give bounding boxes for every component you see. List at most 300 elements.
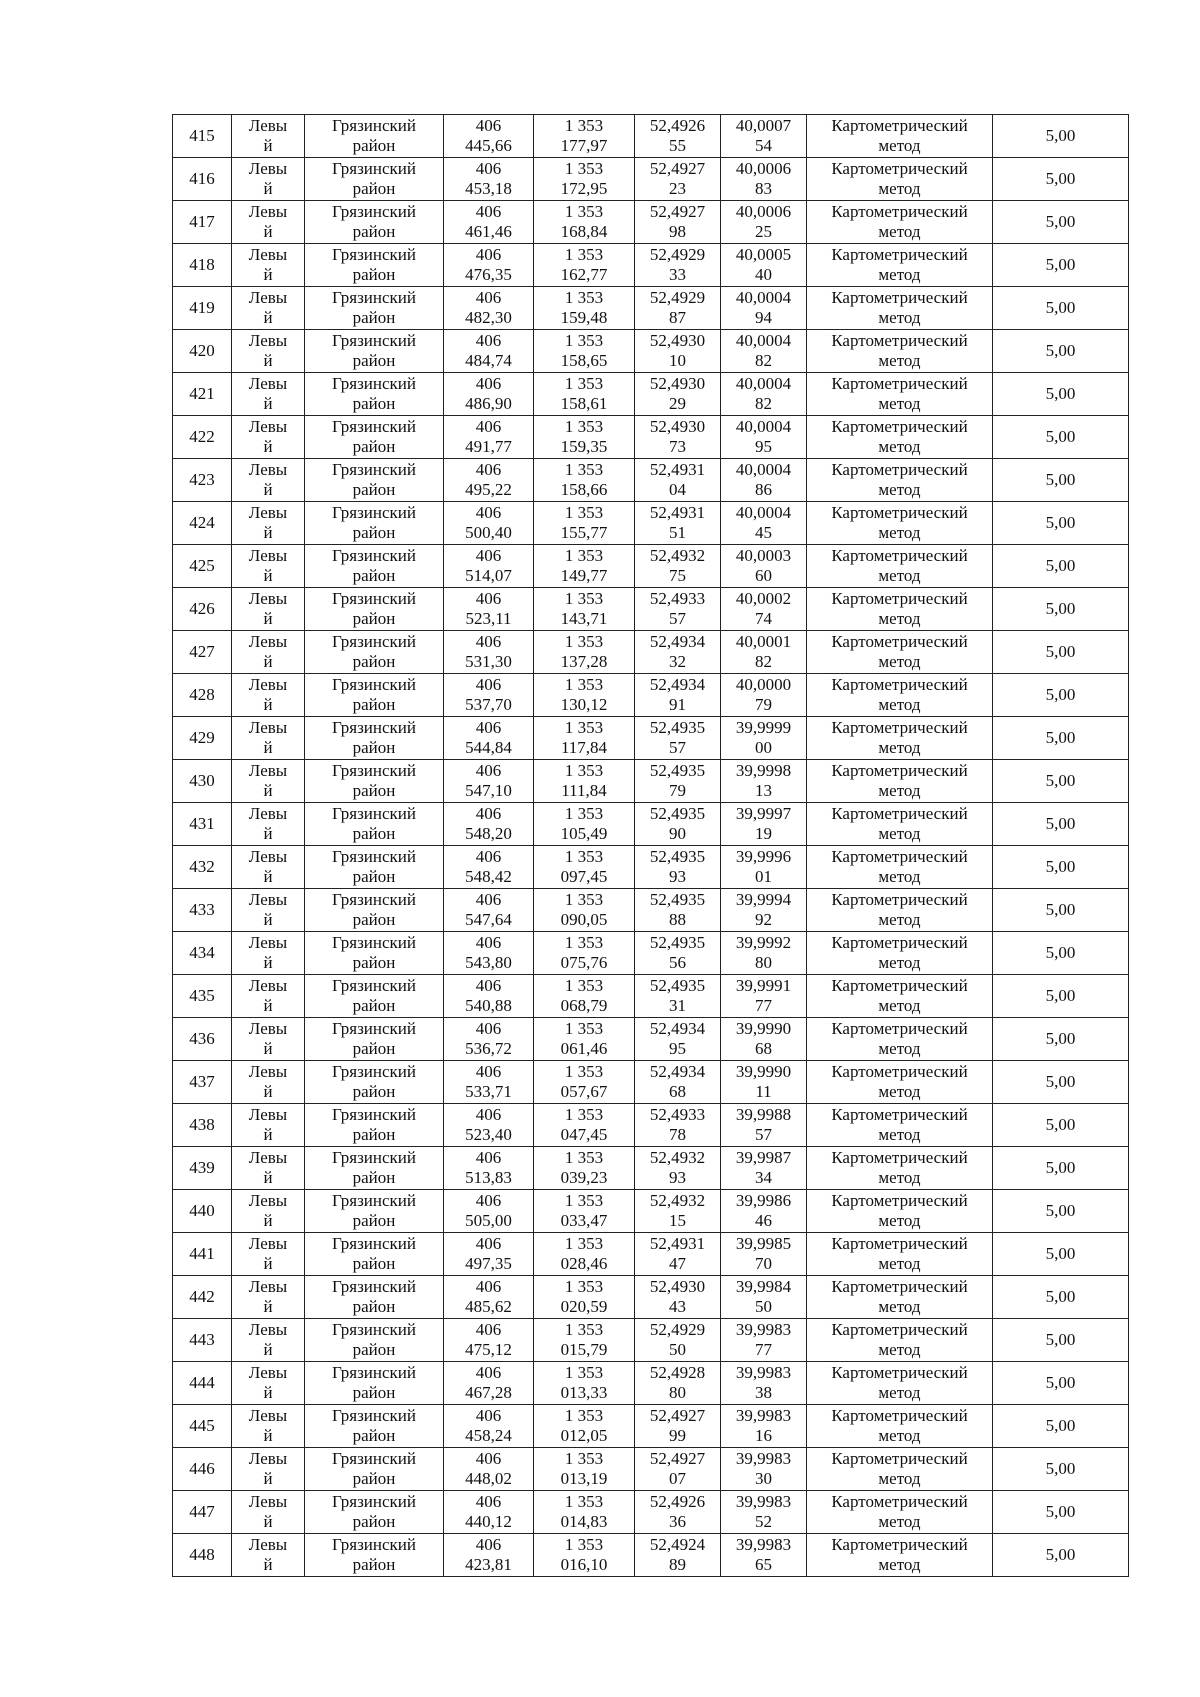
bank-side-cell-line: Левы (248, 1535, 288, 1554)
method-cell-line: Картометрический (831, 1277, 968, 1296)
bank-side-cell (232, 158, 305, 201)
latitude-cell (635, 1104, 721, 1147)
district-cell-line: район (352, 910, 396, 929)
coord-x-cell-line: 423,81 (465, 1555, 512, 1574)
coord-x-cell-line: 406 (475, 890, 502, 909)
bank-side-cell-line: Левы (248, 460, 288, 479)
coord-y-cell-line: 1 353 (564, 589, 604, 608)
bank-side-cell (232, 459, 305, 502)
district-cell (305, 459, 444, 502)
method-cell-line: Картометрический (831, 804, 968, 823)
latitude-cell-line: 52,4935 (649, 847, 706, 866)
district-cell-line: район (352, 523, 396, 542)
district-cell (305, 760, 444, 803)
longitude-cell-line: 39,9983 (735, 1449, 792, 1468)
coord-y-cell-line: 159,35 (560, 437, 608, 456)
district-cell (305, 330, 444, 373)
longitude-cell (721, 502, 807, 545)
table-row (173, 1190, 1129, 1233)
latitude-cell (635, 846, 721, 889)
longitude-cell-line: 39,9990 (735, 1062, 792, 1081)
district-cell-line: Грязинский (332, 976, 416, 995)
accuracy-cell: 5,00 (993, 1147, 1129, 1190)
district-cell (305, 545, 444, 588)
method-cell-line: Картометрический (831, 976, 968, 995)
district-cell (305, 588, 444, 631)
coord-x-cell-line: 406 (475, 1449, 502, 1468)
table-row (173, 803, 1129, 846)
district-cell-line: Грязинский (332, 1148, 416, 1167)
accuracy-cell: 5,00 (993, 416, 1129, 459)
coord-y-cell (534, 1018, 635, 1061)
bank-side-cell (232, 1534, 305, 1577)
method-cell (807, 1448, 993, 1491)
accuracy-cell: 5,00 (993, 502, 1129, 545)
bank-side-cell-line: й (263, 1555, 273, 1574)
bank-side-cell (232, 330, 305, 373)
coord-y-cell-line: 028,46 (560, 1254, 608, 1273)
table-row (173, 846, 1129, 889)
latitude-cell-line: 33 (669, 265, 686, 284)
coord-x-cell-line: 531,30 (465, 652, 512, 671)
latitude-cell-line: 80 (669, 1383, 686, 1402)
district-cell-line: Грязинский (332, 847, 416, 866)
district-cell-line: Грязинский (332, 374, 416, 393)
district-cell-line: район (352, 1168, 396, 1187)
district-cell-line: район (352, 609, 396, 628)
table-row (173, 330, 1129, 373)
bank-side-cell (232, 1061, 305, 1104)
bank-side-cell-line: й (263, 1297, 273, 1316)
coord-x-cell (444, 717, 534, 760)
method-cell (807, 1233, 993, 1276)
accuracy-cell: 5,00 (993, 1104, 1129, 1147)
coord-y-cell (534, 1319, 635, 1362)
coordinates-table (172, 114, 1129, 1577)
coord-x-cell (444, 459, 534, 502)
bank-side-cell-line: й (263, 1340, 273, 1359)
accuracy-cell: 5,00 (993, 1061, 1129, 1104)
district-cell (305, 502, 444, 545)
latitude-cell-line: 52,4929 (649, 1320, 706, 1339)
method-cell-line: метод (878, 1039, 921, 1058)
longitude-cell-line: 82 (755, 652, 772, 671)
table-row (173, 1319, 1129, 1362)
coord-x-cell-line: 495,22 (465, 480, 512, 499)
coord-x-cell-line: 406 (475, 1492, 502, 1511)
district-cell-line: район (352, 1469, 396, 1488)
longitude-cell (721, 932, 807, 975)
latitude-cell (635, 416, 721, 459)
coord-x-cell-line: 548,42 (465, 867, 512, 886)
coord-x-cell-line: 484,74 (465, 351, 512, 370)
method-cell-line: Картометрический (831, 1406, 968, 1425)
longitude-cell-line: 11 (755, 1082, 772, 1101)
table-row (173, 1491, 1129, 1534)
coord-y-cell (534, 1276, 635, 1319)
coord-y-cell-line: 1 353 (564, 1320, 604, 1339)
coord-x-cell-line: 543,80 (465, 953, 512, 972)
coord-y-cell-line: 1 353 (564, 1062, 604, 1081)
longitude-cell-line: 39,9992 (735, 933, 792, 952)
coord-x-cell-line: 537,70 (465, 695, 512, 714)
bank-side-cell (232, 588, 305, 631)
table-row (173, 588, 1129, 631)
coord-x-cell (444, 1534, 534, 1577)
coord-y-cell-line: 1 353 (564, 1363, 604, 1382)
bank-side-cell-line: й (263, 308, 273, 327)
district-cell-line: район (352, 652, 396, 671)
bank-side-cell-line: й (263, 738, 273, 757)
method-cell-line: метод (878, 867, 921, 886)
latitude-cell-line: 90 (669, 824, 686, 843)
bank-side-cell (232, 1104, 305, 1147)
method-cell-line: метод (878, 1555, 921, 1574)
bank-side-cell-line: Левы (248, 1191, 288, 1210)
coord-y-cell-line: 1 353 (564, 1277, 604, 1296)
bank-side-cell-line: й (263, 1426, 273, 1445)
coord-y-cell-line: 047,45 (560, 1125, 608, 1144)
latitude-cell (635, 1319, 721, 1362)
coord-y-cell-line: 158,65 (560, 351, 608, 370)
coord-y-cell-line: 168,84 (560, 222, 608, 241)
longitude-cell (721, 459, 807, 502)
longitude-cell-line: 94 (755, 308, 772, 327)
district-cell-line: Грязинский (332, 546, 416, 565)
method-cell-line: метод (878, 695, 921, 714)
longitude-cell-line: 39,9997 (735, 804, 792, 823)
method-cell-line: метод (878, 437, 921, 456)
longitude-cell-line: 39,9986 (735, 1191, 792, 1210)
bank-side-cell (232, 1233, 305, 1276)
latitude-cell-line: 88 (669, 910, 686, 929)
district-cell-line: Грязинский (332, 331, 416, 350)
longitude-cell-line: 39,9984 (735, 1277, 792, 1296)
longitude-cell-line: 83 (755, 179, 772, 198)
point-number-cell: 418 (173, 244, 232, 287)
district-cell-line: район (352, 265, 396, 284)
bank-side-cell (232, 1147, 305, 1190)
coord-x-cell (444, 760, 534, 803)
coord-x-cell (444, 1319, 534, 1362)
latitude-cell (635, 1018, 721, 1061)
coord-y-cell (534, 115, 635, 158)
table-row (173, 287, 1129, 330)
latitude-cell-line: 73 (669, 437, 686, 456)
bank-side-cell-line: й (263, 824, 273, 843)
coord-x-cell-line: 406 (475, 1062, 502, 1081)
latitude-cell (635, 803, 721, 846)
coord-y-cell-line: 1 353 (564, 245, 604, 264)
district-cell-line: район (352, 1383, 396, 1402)
table-row (173, 158, 1129, 201)
longitude-cell-line: 70 (755, 1254, 772, 1273)
coord-x-cell-line: 406 (475, 632, 502, 651)
latitude-cell-line: 78 (669, 1125, 686, 1144)
district-cell (305, 932, 444, 975)
longitude-cell (721, 674, 807, 717)
coord-y-cell-line: 111,84 (561, 781, 607, 800)
point-number-cell: 434 (173, 932, 232, 975)
district-cell-line: Грязинский (332, 288, 416, 307)
bank-side-cell-line: Левы (248, 245, 288, 264)
method-cell-line: Картометрический (831, 331, 968, 350)
point-number-cell: 425 (173, 545, 232, 588)
longitude-cell-line: 39,9990 (735, 1019, 792, 1038)
coord-y-cell-line: 1 353 (564, 890, 604, 909)
latitude-cell-line: 36 (669, 1512, 686, 1531)
bank-side-cell-line: Левы (248, 1363, 288, 1382)
coord-y-cell-line: 090,05 (560, 910, 608, 929)
bank-side-cell (232, 244, 305, 287)
coord-y-cell-line: 1 353 (564, 546, 604, 565)
coord-x-cell-line: 453,18 (465, 179, 512, 198)
latitude-cell-line: 52,4931 (649, 503, 706, 522)
district-cell (305, 1061, 444, 1104)
coord-x-cell (444, 244, 534, 287)
method-cell-line: метод (878, 1082, 921, 1101)
district-cell-line: район (352, 136, 396, 155)
bank-side-cell-line: й (263, 996, 273, 1015)
coord-x-cell (444, 1362, 534, 1405)
bank-side-cell-line: Левы (248, 1148, 288, 1167)
district-cell (305, 674, 444, 717)
district-cell-line: Грязинский (332, 718, 416, 737)
accuracy-cell: 5,00 (993, 803, 1129, 846)
coord-x-cell-line: 406 (475, 288, 502, 307)
latitude-cell-line: 52,4927 (649, 1449, 706, 1468)
coord-x-cell (444, 287, 534, 330)
coord-y-cell (534, 975, 635, 1018)
accuracy-cell: 5,00 (993, 330, 1129, 373)
bank-side-cell (232, 115, 305, 158)
coord-y-cell (534, 459, 635, 502)
district-cell (305, 1233, 444, 1276)
longitude-cell (721, 1104, 807, 1147)
district-cell-line: Грязинский (332, 675, 416, 694)
accuracy-cell: 5,00 (993, 1405, 1129, 1448)
district-cell (305, 889, 444, 932)
coord-x-cell-line: 406 (475, 847, 502, 866)
longitude-cell-line: 39,9998 (735, 761, 792, 780)
latitude-cell (635, 1190, 721, 1233)
coord-y-cell-line: 1 353 (564, 503, 604, 522)
coord-x-cell-line: 458,24 (465, 1426, 512, 1445)
longitude-cell-line: 40,0004 (735, 374, 792, 393)
coord-x-cell (444, 588, 534, 631)
method-cell (807, 674, 993, 717)
coord-x-cell (444, 803, 534, 846)
longitude-cell-line: 86 (755, 480, 772, 499)
method-cell-line: Картометрический (831, 1320, 968, 1339)
method-cell-line: Картометрический (831, 1492, 968, 1511)
district-cell-line: район (352, 1426, 396, 1445)
coord-y-cell-line: 033,47 (560, 1211, 608, 1230)
accuracy-cell: 5,00 (993, 846, 1129, 889)
district-cell-line: Грязинский (332, 804, 416, 823)
coord-y-cell-line: 1 353 (564, 718, 604, 737)
district-cell (305, 1362, 444, 1405)
coord-y-cell-line: 1 353 (564, 1406, 604, 1425)
longitude-cell (721, 760, 807, 803)
bank-side-cell-line: Левы (248, 718, 288, 737)
method-cell (807, 1362, 993, 1405)
accuracy-cell: 5,00 (993, 975, 1129, 1018)
coord-y-cell-line: 149,77 (560, 566, 608, 585)
method-cell (807, 1018, 993, 1061)
bank-side-cell-line: Левы (248, 675, 288, 694)
table-row (173, 545, 1129, 588)
district-cell-line: Грязинский (332, 589, 416, 608)
bank-side-cell-line: й (263, 1168, 273, 1187)
method-cell-line: метод (878, 652, 921, 671)
coord-y-cell (534, 502, 635, 545)
coord-x-cell-line: 406 (475, 460, 502, 479)
coord-x-cell-line: 482,30 (465, 308, 512, 327)
longitude-cell (721, 287, 807, 330)
district-cell (305, 846, 444, 889)
coord-y-cell (534, 846, 635, 889)
longitude-cell (721, 1534, 807, 1577)
coord-y-cell-line: 1 353 (564, 933, 604, 952)
coord-x-cell (444, 1147, 534, 1190)
district-cell (305, 631, 444, 674)
bank-side-cell-line: й (263, 910, 273, 929)
latitude-cell-line: 52,4927 (649, 159, 706, 178)
coord-y-cell-line: 1 353 (564, 1105, 604, 1124)
bank-side-cell (232, 1018, 305, 1061)
latitude-cell-line: 51 (669, 523, 686, 542)
method-cell-line: метод (878, 1340, 921, 1359)
table-row (173, 1147, 1129, 1190)
district-cell (305, 373, 444, 416)
longitude-cell (721, 373, 807, 416)
coord-x-cell-line: 406 (475, 1234, 502, 1253)
table-row (173, 1104, 1129, 1147)
method-cell (807, 330, 993, 373)
district-cell-line: Грязинский (332, 1234, 416, 1253)
point-number-cell: 428 (173, 674, 232, 717)
longitude-cell-line: 82 (755, 351, 772, 370)
district-cell-line: район (352, 480, 396, 499)
coord-y-cell-line: 1 353 (564, 1148, 604, 1167)
latitude-cell-line: 52,4931 (649, 460, 706, 479)
method-cell (807, 803, 993, 846)
coord-x-cell-line: 476,35 (465, 265, 512, 284)
district-cell (305, 1276, 444, 1319)
table-row (173, 1405, 1129, 1448)
coord-x-cell (444, 545, 534, 588)
longitude-cell (721, 201, 807, 244)
longitude-cell (721, 1362, 807, 1405)
longitude-cell-line: 45 (755, 523, 772, 542)
method-cell-line: Картометрический (831, 1234, 968, 1253)
coord-x-cell-line: 475,12 (465, 1340, 512, 1359)
coord-x-cell-line: 406 (475, 718, 502, 737)
district-cell-line: район (352, 351, 396, 370)
district-cell (305, 803, 444, 846)
bank-side-cell (232, 201, 305, 244)
coord-y-cell-line: 1 353 (564, 1019, 604, 1038)
method-cell (807, 975, 993, 1018)
longitude-cell-line: 60 (755, 566, 772, 585)
accuracy-cell: 5,00 (993, 1362, 1129, 1405)
longitude-cell (721, 1233, 807, 1276)
coord-y-cell (534, 330, 635, 373)
bank-side-cell-line: й (263, 1512, 273, 1531)
longitude-cell (721, 889, 807, 932)
method-cell-line: метод (878, 781, 921, 800)
point-number-cell: 420 (173, 330, 232, 373)
district-cell-line: Грязинский (332, 417, 416, 436)
coord-y-cell (534, 416, 635, 459)
longitude-cell (721, 1190, 807, 1233)
district-cell-line: район (352, 1125, 396, 1144)
bank-side-cell-line: й (263, 953, 273, 972)
coord-y-cell-line: 177,97 (560, 136, 608, 155)
longitude-cell-line: 95 (755, 437, 772, 456)
bank-side-cell (232, 1448, 305, 1491)
district-cell (305, 1491, 444, 1534)
method-cell-line: Картометрический (831, 1535, 968, 1554)
method-cell (807, 545, 993, 588)
latitude-cell (635, 932, 721, 975)
district-cell-line: Грязинский (332, 1492, 416, 1511)
coord-y-cell (534, 1362, 635, 1405)
bank-side-cell-line: Левы (248, 374, 288, 393)
coord-y-cell-line: 159,48 (560, 308, 608, 327)
method-cell-line: Картометрический (831, 245, 968, 264)
method-cell (807, 1147, 993, 1190)
bank-side-cell-line: й (263, 867, 273, 886)
bank-side-cell-line: Левы (248, 288, 288, 307)
district-cell-line: район (352, 1254, 396, 1273)
bank-side-cell-line: й (263, 1383, 273, 1402)
latitude-cell-line: 52,4929 (649, 288, 706, 307)
longitude-cell-line: 40,0000 (735, 675, 792, 694)
district-cell-line: Грязинский (332, 933, 416, 952)
coord-y-cell-line: 075,76 (560, 953, 608, 972)
latitude-cell-line: 52,4933 (649, 1105, 706, 1124)
district-cell-line: район (352, 996, 396, 1015)
latitude-cell-line: 52,4932 (649, 546, 706, 565)
latitude-cell (635, 1147, 721, 1190)
coord-y-cell (534, 760, 635, 803)
accuracy-cell: 5,00 (993, 158, 1129, 201)
longitude-cell-line: 40 (755, 265, 772, 284)
coord-y-cell-line: 1 353 (564, 159, 604, 178)
coord-y-cell-line: 1 353 (564, 288, 604, 307)
longitude-cell-line: 25 (755, 222, 772, 241)
coord-x-cell-line: 406 (475, 933, 502, 952)
coord-y-cell (534, 287, 635, 330)
coord-y-cell-line: 097,45 (560, 867, 608, 886)
coord-x-cell (444, 631, 534, 674)
coord-x-cell (444, 932, 534, 975)
bank-side-cell-line: Левы (248, 1277, 288, 1296)
coord-y-cell-line: 1 353 (564, 632, 604, 651)
district-cell-line: район (352, 953, 396, 972)
bank-side-cell (232, 502, 305, 545)
accuracy-cell: 5,00 (993, 1018, 1129, 1061)
bank-side-cell (232, 1405, 305, 1448)
coord-y-cell-line: 117,84 (560, 738, 608, 757)
district-cell-line: Грязинский (332, 1406, 416, 1425)
bank-side-cell (232, 287, 305, 330)
coord-x-cell-line: 467,28 (465, 1383, 512, 1402)
coord-x-cell-line: 445,66 (465, 136, 512, 155)
method-cell-line: метод (878, 480, 921, 499)
